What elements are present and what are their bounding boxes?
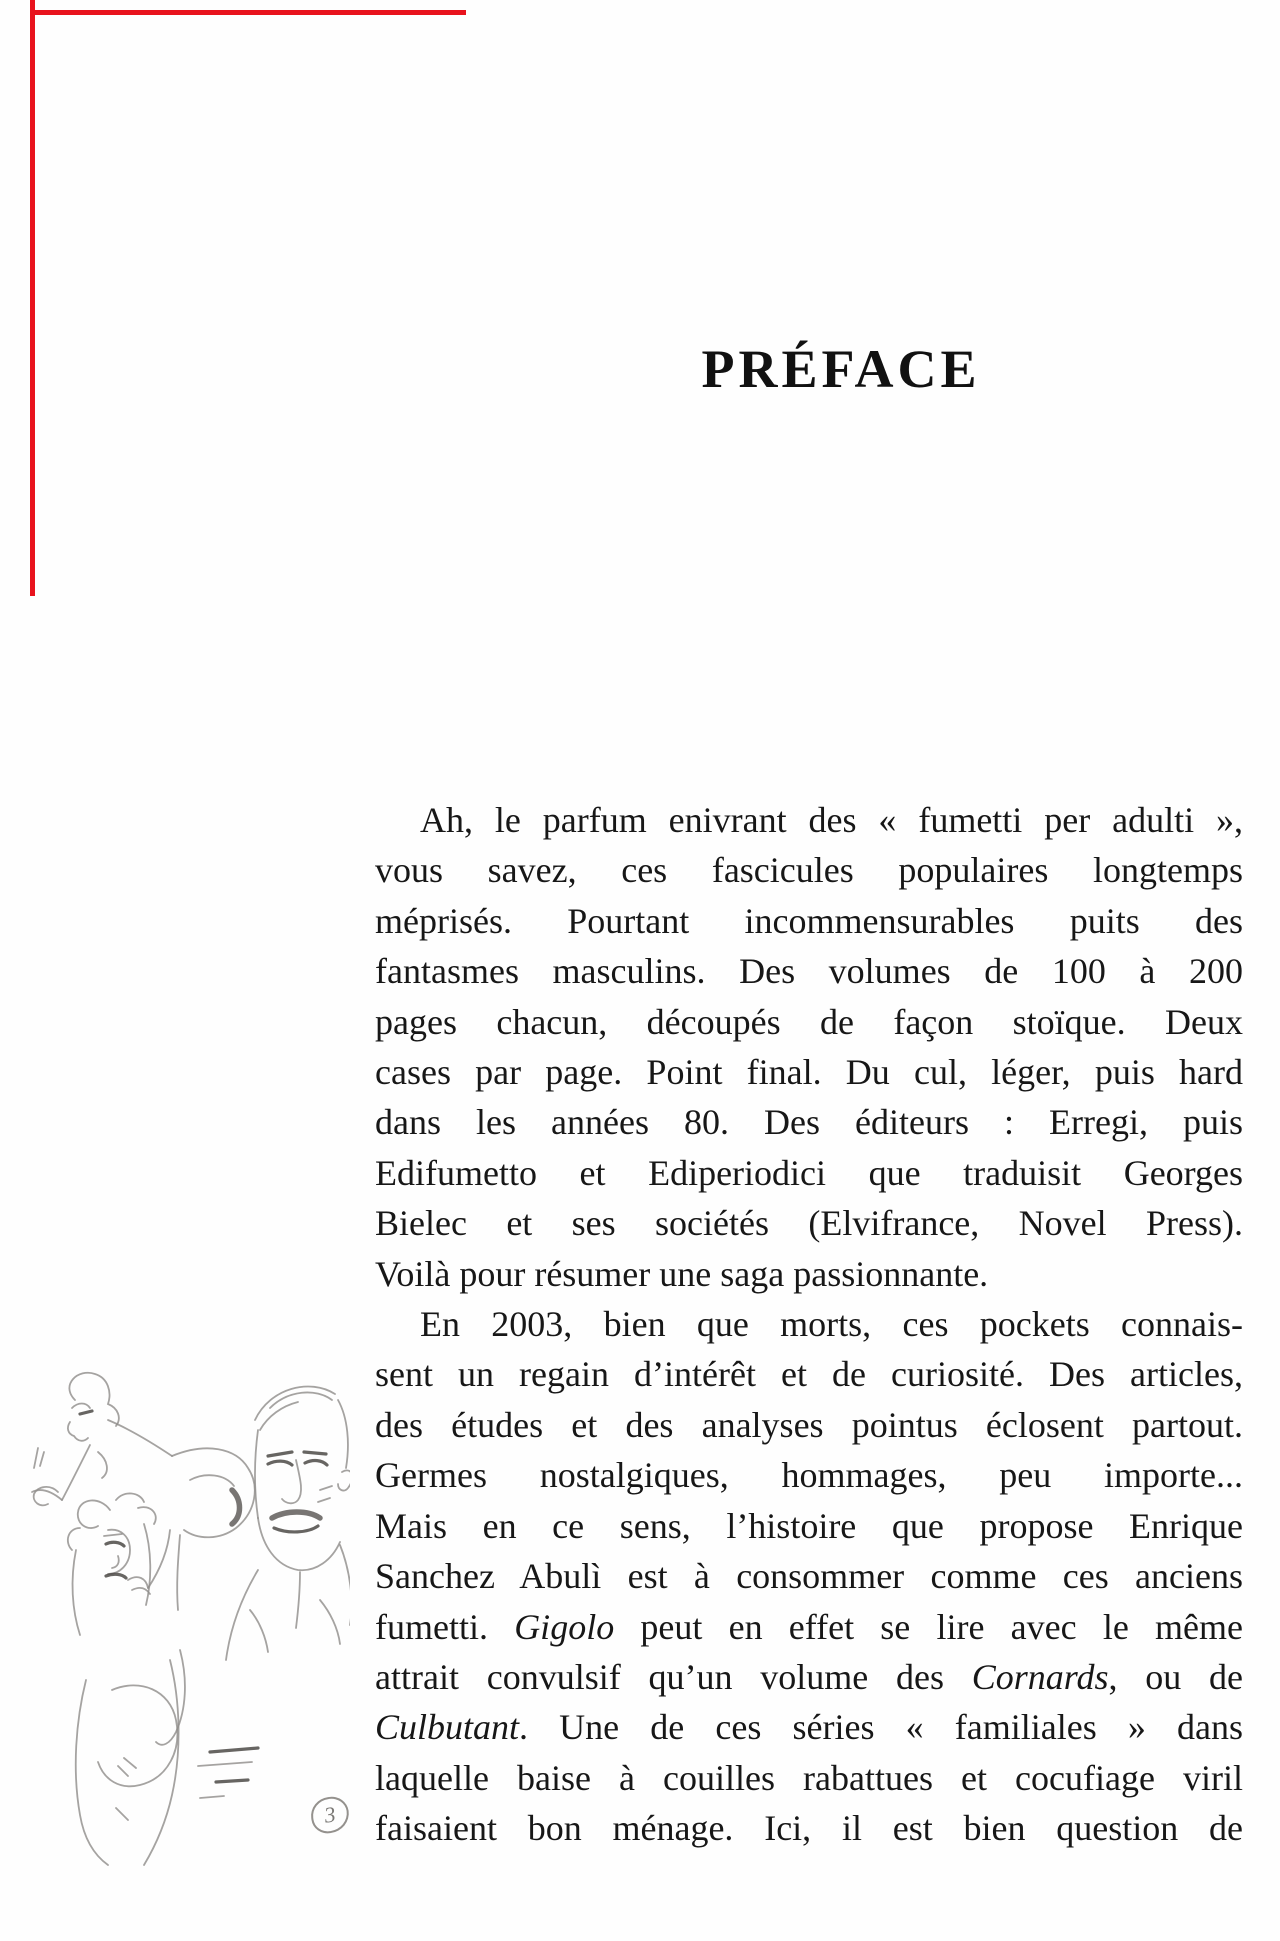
text-line: vous savez, ces fascicules populaires longtemps — [375, 850, 1243, 891]
text-line: Ah, le parfum enivrant des « fumetti per adulti », — [420, 800, 1243, 840]
text-line: attrait convulsif qu’un volume des Cornards, ou de — [375, 1656, 1243, 1697]
text-line: Germes nostalgiques, hommages, peu importe... — [375, 1455, 1243, 1496]
red-margin-line-vertical — [30, 0, 35, 596]
text-line: pages chacun, découpés de façon stoïque. Deux — [375, 1001, 1243, 1042]
text-line: faisaient bon ménage. Ici, il est bien question de — [375, 1808, 1243, 1849]
text-line: fantasmes masculins. Des volumes de 100 à 200 — [375, 951, 1243, 992]
text-line: Voilà pour résumer une saga passionnante. — [375, 1253, 989, 1294]
text-line: Culbutant. Une de ces séries « familiales » dans — [375, 1707, 1243, 1748]
red-margin-line-horizontal — [30, 10, 466, 15]
page-title: PRÉFACE — [701, 339, 981, 399]
page-number: 3 — [322, 1801, 338, 1828]
text-line: En 2003, bien que morts, ces pockets connais- — [420, 1304, 1243, 1345]
pencil-sketch-illustration — [20, 1360, 350, 1900]
text-line: dans les années 80. Des éditeurs : Erregi, puis — [375, 1102, 1243, 1143]
text-line: sent un regain d’intérêt et de curiosité. Des articles, — [375, 1354, 1243, 1395]
text-line: laquelle baise à couilles rabattues et cocufiage viril — [375, 1757, 1243, 1798]
text-line: fumetti. Gigolo peut en effet se lire avec le même — [375, 1606, 1243, 1647]
text-line: des études et des analyses pointus éclosent partout. — [375, 1404, 1243, 1445]
body-text — [375, 795, 1243, 1854]
text-line: Edifumetto et Ediperiodici que traduisit Georges — [375, 1152, 1243, 1193]
text-line: Sanchez Abulì est à consommer comme ces anciens — [375, 1556, 1243, 1597]
text-line: méprisés. Pourtant incommensurables puits des — [375, 900, 1243, 941]
text-line: Mais en ce sens, l’histoire que propose Enrique — [375, 1505, 1243, 1546]
text-line: Bielec et ses sociétés (Elvifrance, Novel Press). — [375, 1203, 1243, 1244]
text-line: cases par page. Point final. Du cul, léger, puis hard — [375, 1052, 1243, 1093]
